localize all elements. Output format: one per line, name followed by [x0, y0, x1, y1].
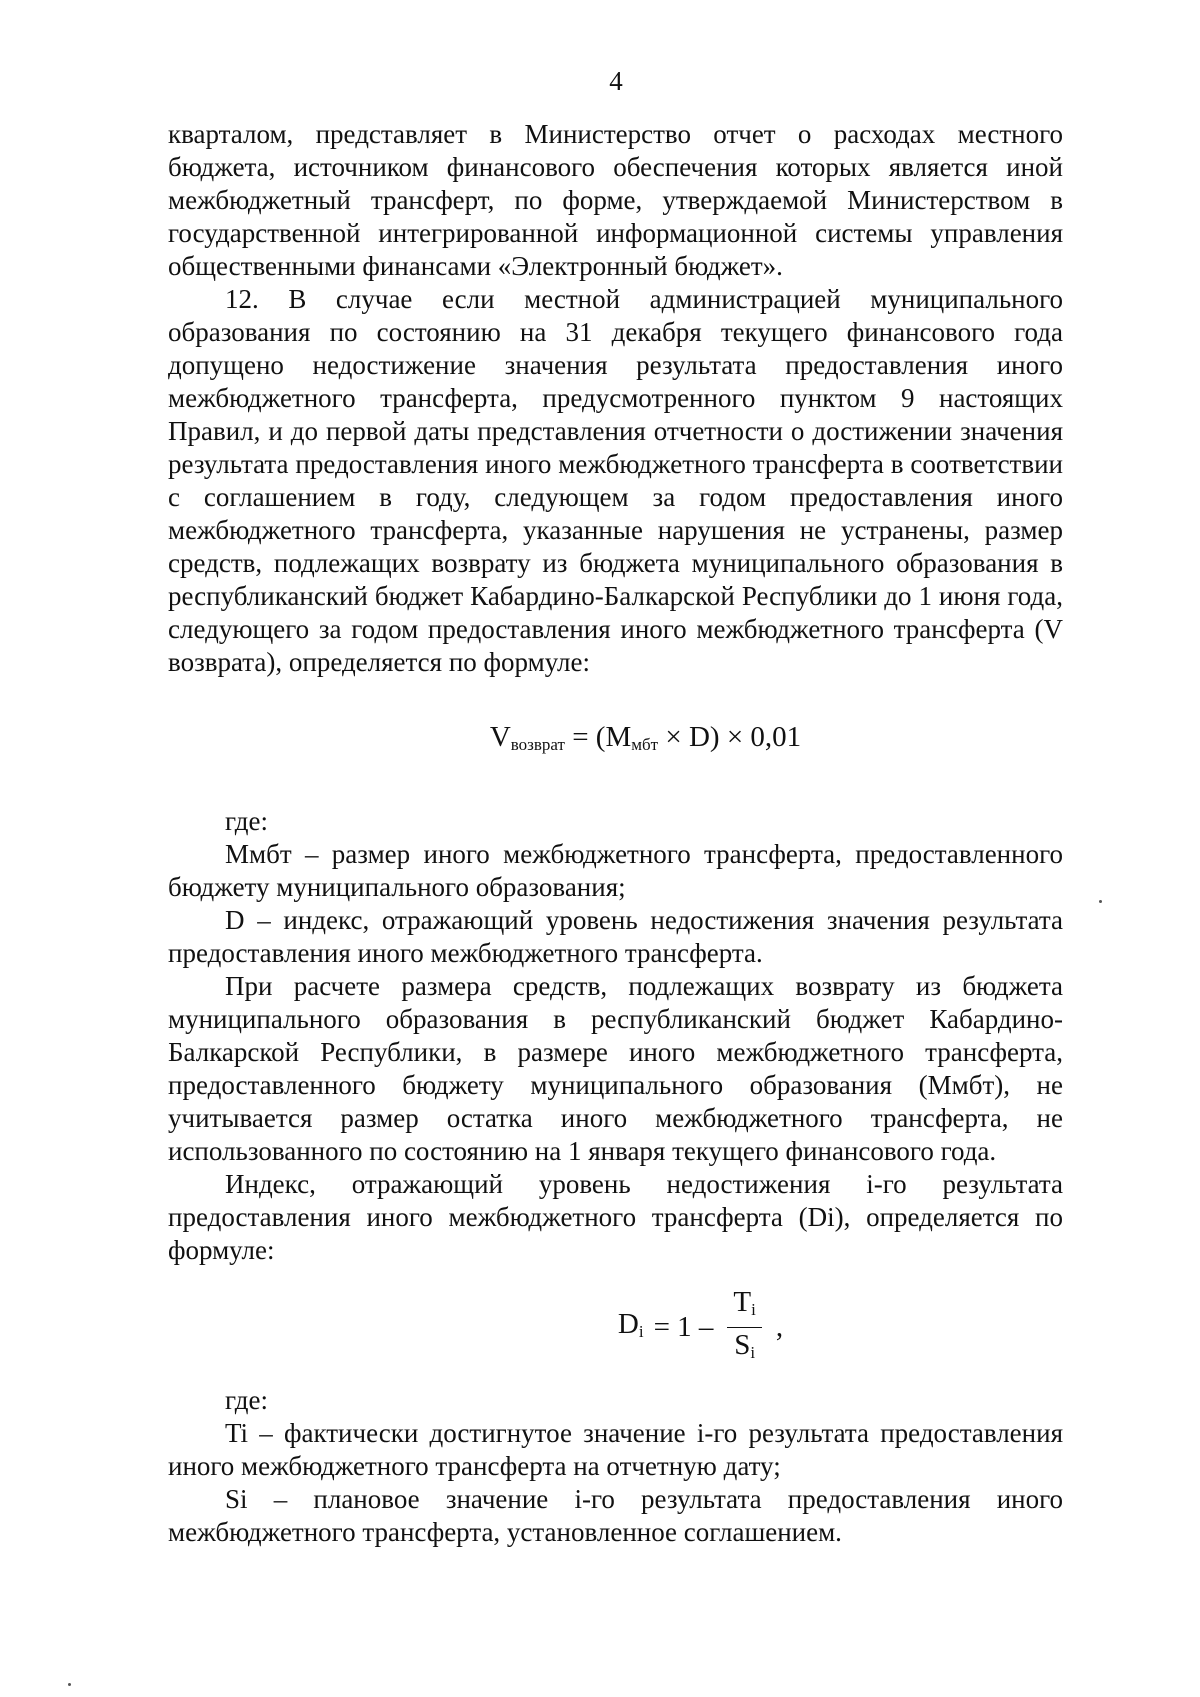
definition-d: D – индекс, отражающий уровень недостижения значения результата предоставления иного межбюджетного трансферта.: [168, 905, 1063, 968]
paragraph-clause-12: 12. В случае если местной администрацией муниципального образования по состоянию на 31 декабря текущего финансового года допущено недостижение значения результата предоставления иного межбюджетного трансферта, предусмотренного пунктом 9 настоящих Правил, и до первой даты представления отчетности о достижении значения результата предоставления иного межбюджетного трансферта в соответствии с соглашением в году, следующем за годом предоставления иного межбюджетного трансферта, указанные нарушения не устранены, размер средств, подлежащих возврату из бюджета муниципального образования в республиканский бюджет Кабардино-Балкарской Республики до 1 июня года, следующего за годом предоставления иного межбюджетного трансферта (V возврата), определяется по формуле:: [168, 284, 1063, 677]
formula-d-subscript: i: [638, 1321, 644, 1341]
formula-return-amount: [168, 721, 1063, 761]
formula-fraction: [727, 1287, 761, 1368]
formula-v: V: [489, 721, 511, 753]
formula-comma: ,: [775, 1311, 784, 1343]
formula-eq-open: = (M: [564, 721, 632, 753]
formula-d: D: [617, 1307, 639, 1340]
formula-index: [168, 1287, 1063, 1368]
scan-speck: [1099, 900, 1102, 903]
page-number: 4: [609, 66, 623, 96]
formula-t: T: [733, 1286, 752, 1318]
paragraph-index-intro: Индекс, отражающий уровень недостижения i-го результата предоставления иного межбюджетного трансферта (Di), определяется по формуле:: [168, 1169, 1063, 1265]
formula-m-subscript: мбт: [631, 735, 659, 754]
definition-mmbt: Ммбт – размер иного межбюджетного трансферта, предоставленного бюджету муниципального образования;: [168, 839, 1063, 902]
definition-ti: Ti – фактически достигнутое значение i-го результата предоставления иного межбюджетного трансферта на отчетную дату;: [168, 1418, 1063, 1481]
document-body: [168, 118, 1063, 1549]
formula-eq-one-minus: = 1 –: [653, 1311, 714, 1343]
definition-si: Si – плановое значение i-го результата предоставления иного межбюджетного трансферта, установленное соглашением.: [168, 1484, 1063, 1547]
formula-v-subscript: возврат: [510, 735, 565, 754]
formula-rest: × D) × 0,01: [658, 721, 802, 753]
fraction-numerator: [727, 1287, 761, 1328]
fraction-denominator: [728, 1328, 761, 1368]
paragraph-calculation-note: При расчете размера средств, подлежащих возврату из бюджета муниципального образования в республиканский бюджет Кабардино-Балкарской Республики, в размере иного межбюджетного трансферта, предоставленного бюджету муниципального образования (Ммбт), не учитывается размер остатка иного межбюджетного трансферта, не использованного по состоянию на 1 января текущего финансового года.: [168, 971, 1063, 1166]
paragraph-continuation: кварталом, представляет в Министерство отчет о расходах местного бюджета, источником финансового обеспечения которых является иной межбюджетный трансферт, по форме, утверждаемой Министерством в государственной интегрированной информационной системы управления общественными финансами «Электронный бюджет».: [168, 119, 1063, 281]
formula-s: S: [734, 1329, 751, 1361]
scan-speck: [68, 1683, 71, 1686]
where-label-2: где:: [225, 1385, 268, 1415]
where-label: где:: [225, 806, 268, 836]
formula-t-subscript: i: [751, 1300, 756, 1319]
formula-s-subscript: i: [750, 1343, 756, 1362]
